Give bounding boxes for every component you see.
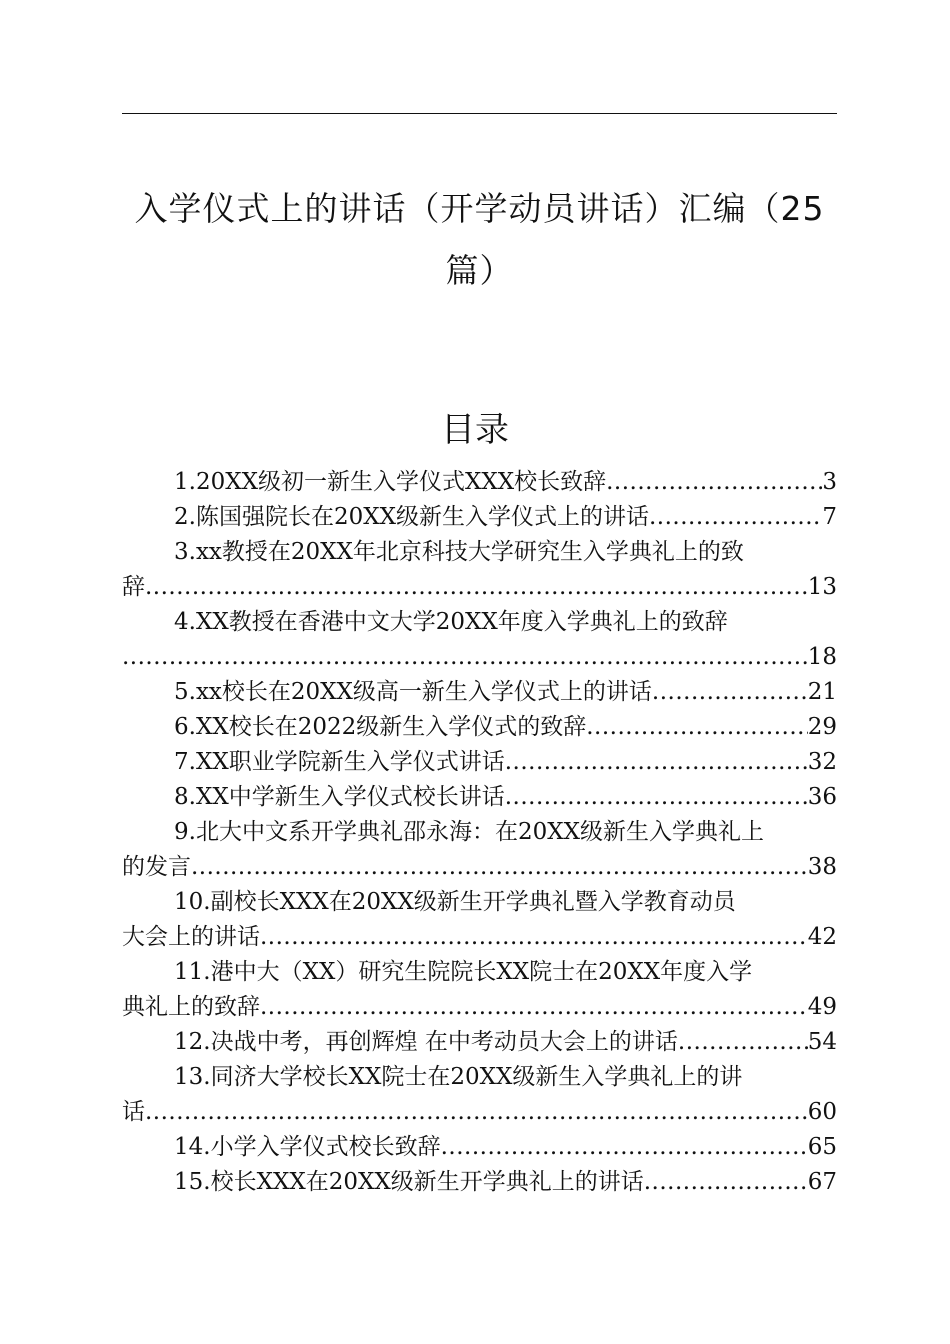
toc-leader — [260, 920, 808, 955]
toc-entry-title: 2.陈国强院长在20XX级新生入学仪式上的讲话 — [174, 504, 649, 530]
toc-entry[interactable] — [122, 1025, 837, 1060]
toc-entry-page: 36 — [807, 784, 837, 810]
toc-leader — [649, 500, 822, 535]
toc-leader — [191, 850, 808, 885]
toc-entry[interactable] — [122, 885, 837, 955]
toc-entry-page: 21 — [807, 679, 837, 705]
toc-entry-title: 12.决战中考，再创辉煌 在中考动员大会上的讲话 — [174, 1029, 678, 1055]
table-of-contents — [122, 465, 837, 1200]
toc-entry-title: 11.港中大（XX）研究生院院长XX院士在20XX年度入学 — [174, 959, 753, 985]
toc-entry-title: 10.副校长XXX在20XX级新生开学典礼暨入学教育动员 — [174, 889, 736, 915]
toc-entry-page: 65 — [807, 1134, 837, 1160]
toc-entry-page: 3 — [822, 469, 837, 495]
toc-entry-title-cont: 辞 — [122, 574, 145, 600]
toc-leader — [652, 675, 808, 710]
toc-entry-page: 60 — [807, 1099, 837, 1125]
toc-leader — [678, 1025, 808, 1060]
toc-entry[interactable] — [122, 955, 837, 1025]
toc-entry[interactable] — [122, 1165, 837, 1200]
toc-entry[interactable] — [122, 675, 837, 710]
toc-entry-title: 6.XX校长在2022级新生入学仪式的致辞 — [174, 714, 587, 740]
toc-entry-page: 13 — [807, 574, 837, 600]
toc-entry-title: 8.XX中学新生入学仪式校长讲话 — [174, 784, 505, 810]
title-line-2: 篇） — [445, 251, 514, 290]
toc-leader — [586, 710, 807, 745]
toc-entry[interactable] — [122, 535, 837, 605]
toc-entry-title-cont: 典礼上的致辞 — [122, 994, 260, 1020]
toc-entry-title: 13.同济大学校长XX院士在20XX级新生入学典礼上的讲 — [174, 1064, 743, 1090]
toc-entry-title-cont: 话 — [122, 1099, 145, 1125]
toc-leader — [145, 570, 808, 605]
toc-entry-title: 9.北大中文系开学典礼邵永海：在20XX级新生入学典礼上 — [174, 819, 764, 845]
toc-entry-title-cont: 的发言 — [122, 854, 191, 880]
toc-entry[interactable] — [122, 1130, 837, 1165]
toc-entry-title: 4.XX教授在香港中文大学20XX年度入学典礼上的致辞 — [174, 609, 728, 635]
toc-leader — [505, 745, 808, 780]
document-title — [122, 182, 837, 298]
toc-entry-page: 67 — [807, 1169, 837, 1195]
toc-entry-title-cont: 大会上的讲话 — [122, 924, 260, 950]
toc-entry[interactable] — [122, 465, 837, 500]
toc-entry[interactable] — [122, 710, 837, 745]
toc-entry[interactable] — [122, 745, 837, 780]
toc-entry[interactable] — [122, 1060, 837, 1130]
toc-leader — [441, 1130, 808, 1165]
toc-entry-page: 18 — [807, 644, 837, 670]
header-rule — [122, 113, 837, 114]
toc-entry-page: 32 — [807, 749, 837, 775]
toc-leader — [260, 990, 808, 1025]
toc-entry-title: 5.xx校长在20XX级高一新生入学仪式上的讲话 — [174, 679, 652, 705]
toc-leader — [505, 780, 808, 815]
toc-leader — [145, 1095, 808, 1130]
toc-entry-page: 7 — [822, 504, 837, 530]
toc-entry[interactable] — [122, 500, 837, 535]
toc-entry-title: 15.校长XXX在20XX级新生开学典礼上的讲话 — [174, 1169, 644, 1195]
toc-entry-title: 14.小学入学仪式校长致辞 — [174, 1134, 441, 1160]
toc-entry-page: 29 — [807, 714, 837, 740]
toc-leader — [644, 1165, 808, 1200]
toc-entry-title: 3.xx教授在20XX年北京科技大学研究生入学典礼上的致 — [174, 539, 744, 565]
toc-entry[interactable] — [122, 605, 837, 675]
toc-leader — [606, 465, 822, 500]
toc-entry-page: 38 — [807, 854, 837, 880]
toc-entry-page: 54 — [807, 1029, 837, 1055]
toc-entry-title: 7.XX职业学院新生入学仪式讲话 — [174, 749, 505, 775]
toc-entry-page: 42 — [807, 924, 837, 950]
toc-entry[interactable] — [122, 780, 837, 815]
toc-entry-title: 1.20XX级初一新生入学仪式XXX校长致辞 — [174, 469, 607, 495]
toc-heading: 目录 — [441, 410, 509, 450]
title-line-1: 入学仪式上的讲话（开学动员讲话）汇编（25 — [134, 189, 825, 228]
toc-entry-page: 49 — [807, 994, 837, 1020]
toc-entry[interactable] — [122, 815, 837, 885]
toc-leader — [122, 640, 808, 675]
